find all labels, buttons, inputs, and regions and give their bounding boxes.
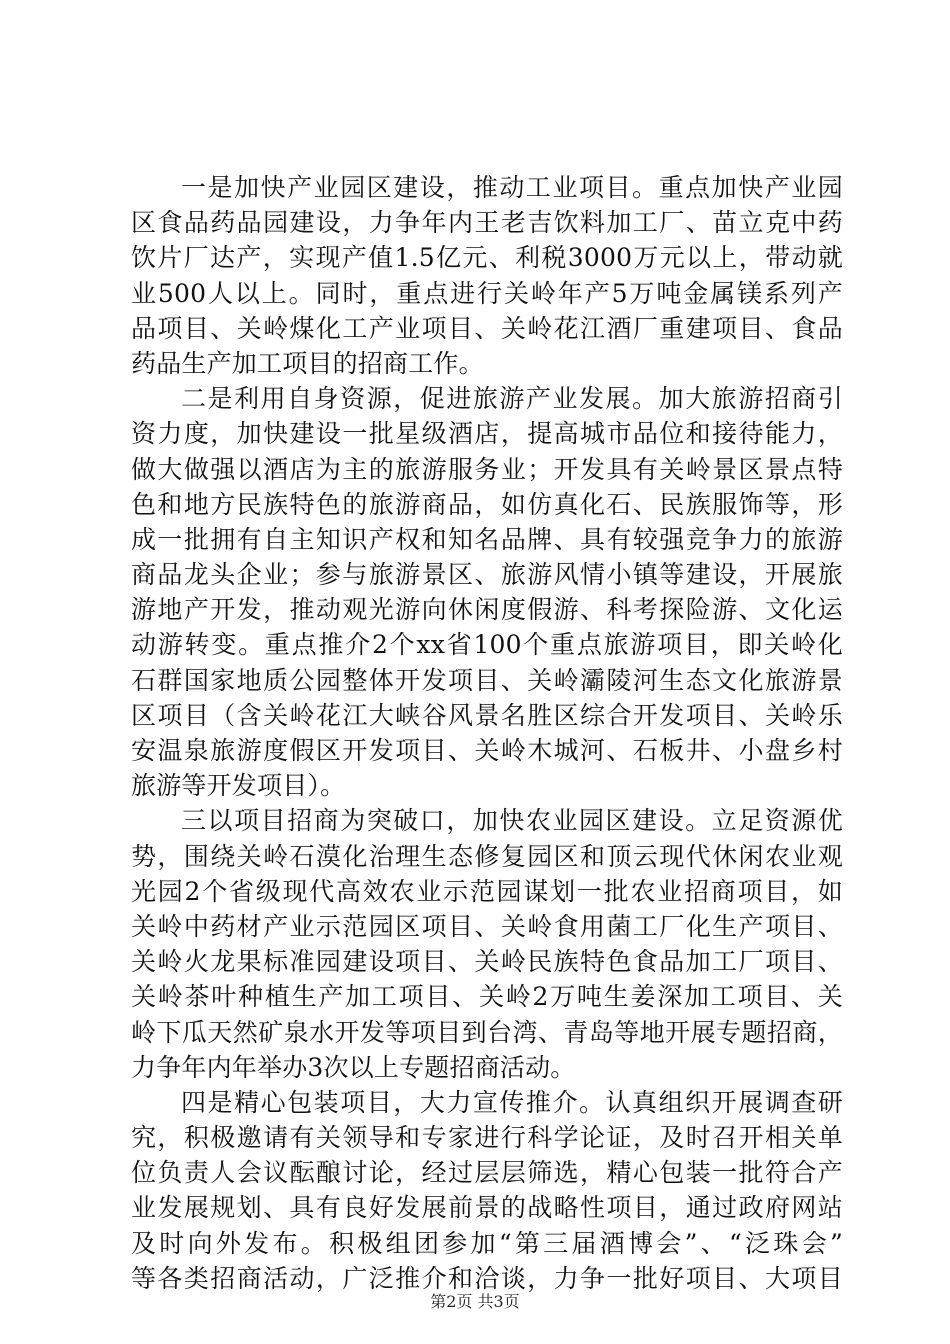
text-line: 光园2个省级现代高效农业示范园谋划一批农业招商项目，如	[131, 876, 843, 906]
text-line: 业发展规划、具有良好发展前景的战略性项目，通过政府网站	[131, 1193, 843, 1223]
text-line: 二是利用自身资源，促进旅游产业发展。加大旅游招商引	[181, 384, 843, 414]
text-line: 及时向外发布。积极组团参加“第三届酒博会”、“泛珠会”	[131, 1228, 843, 1258]
text-line: 色和地方民族特色的旅游商品，如仿真化石、民族服饰等，形	[131, 489, 843, 519]
text-line: 品项目、关岭煤化工产业项目、关岭花江酒厂重建项目、食品	[131, 313, 843, 343]
paragraph	[131, 170, 843, 381]
text-line: 三以项目招商为突破口，加快农业园区建设。立足资源优	[181, 806, 843, 836]
text-line: 成一批拥有自主知识产权和知名品牌、具有较强竞争力的旅游	[131, 524, 843, 554]
text-line: 关岭中药材产业示范园区项目、关岭食用菌工厂化生产项目、	[131, 911, 843, 941]
text-line: 区项目（含关岭花江大峡谷风景名胜区综合开发项目、关岭乐	[131, 700, 843, 730]
text-line: 石群国家地质公园整体开发项目、关岭灞陵河生态文化旅游景	[131, 665, 843, 695]
text-line: 势，围绕关岭石漠化治理生态修复园区和顶云现代休闲农业观	[131, 841, 843, 871]
text-line: 位负责人会议酝酿讨论，经过层层筛选，精心包装一批符合产	[131, 1158, 843, 1188]
text-line: 一是加快产业园区建设，推动工业项目。重点加快产业园	[181, 173, 843, 202]
text-line: 游地产开发，推动观光游向休闲度假游、科考探险游、文化运	[131, 595, 843, 625]
text-line: 业500人以上。同时，重点进行关岭年产5万吨金属镁系列产	[131, 278, 843, 308]
text-line: 岭下瓜天然矿泉水开发等项目到台湾、青岛等地开展专题招商，	[131, 1017, 843, 1047]
text-line: 究，积极邀请有关领导和专家进行科学论证，及时召开相关单	[131, 1123, 843, 1153]
paragraph	[131, 1085, 843, 1296]
text-line: 药品生产加工项目的招商工作。	[131, 348, 484, 378]
text-line: 关岭火龙果标准园建设项目、关岭民族特色食品加工厂项目、	[131, 947, 843, 977]
text-line: 等各类招商活动，广泛推介和洽谈，力争一批好项目、大项目	[131, 1263, 843, 1293]
text-line: 饮片厂达产，实现产值1.5亿元、利税3000万元以上，带动就	[131, 243, 843, 273]
text-line: 做大做强以酒店为主的旅游服务业；开发具有关岭景区景点特	[131, 454, 843, 484]
text-line: 区食品药品园建设，力争年内王老吉饮料加工厂、苗立克中药	[131, 208, 843, 238]
text-line: 力争年内年举办3次以上专题招商活动。	[131, 1052, 576, 1082]
text-line: 资力度，加快建设一批星级酒店，提高城市品位和接待能力，	[131, 419, 843, 449]
text-line: 商品龙头企业；参与旅游景区、旅游风情小镇等建设，开展旅	[131, 560, 843, 590]
paragraph	[131, 381, 843, 803]
document-body	[131, 170, 843, 1296]
page-footer: 第2页 共3页	[430, 1292, 520, 1311]
text-line: 关岭茶叶种植生产加工项目、关岭2万吨生姜深加工项目、关	[131, 982, 843, 1012]
text-line: 动游转变。重点推介2个xx省100个重点旅游项目，即关岭化	[131, 630, 843, 660]
paragraph	[131, 803, 843, 1085]
text-line: 安温泉旅游度假区开发项目、关岭木城河、石板井、小盘乡村	[131, 736, 843, 765]
text-line: 旅游等开发项目）。	[131, 771, 346, 801]
text-line: 四是精心包装项目，大力宣传推介。认真组织开展调查研	[181, 1087, 843, 1117]
